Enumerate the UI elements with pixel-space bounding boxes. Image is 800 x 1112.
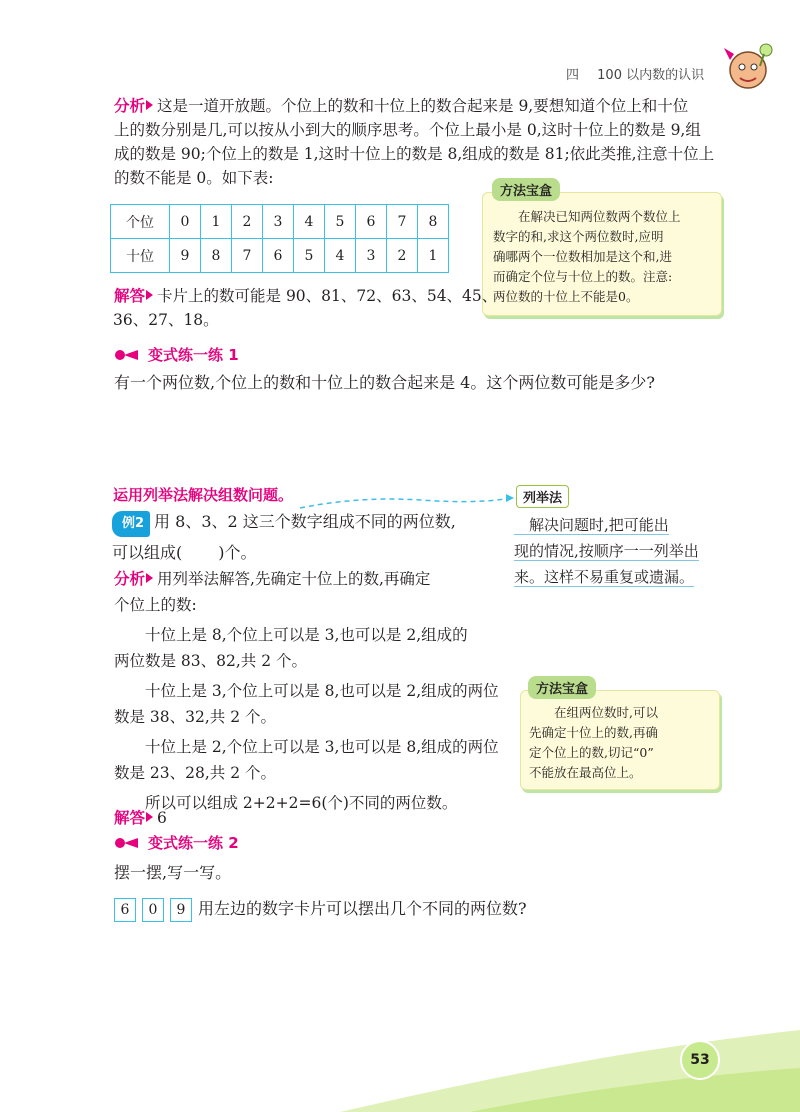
answer-value: 6 — [157, 809, 167, 827]
tip-title: 方法宝盒 — [492, 178, 560, 201]
table-cell: 1 — [201, 205, 232, 239]
table-cell: 8 — [418, 205, 449, 239]
analysis-1 — [114, 94, 714, 190]
tip-line: 确哪两个一位数相加是这个和,进 — [493, 249, 672, 264]
play-arrow-icon — [146, 100, 153, 110]
tip-title: 方法宝盒 — [528, 676, 596, 699]
table-cell: 6 — [263, 239, 294, 273]
practice-title: 变式练一练 2 — [148, 834, 239, 852]
tip-line: 先确定十位上的数,再确 — [529, 725, 658, 740]
analysis-line: 个位上的数: — [114, 596, 197, 614]
tip-body — [482, 192, 722, 316]
chapter-title: 100 以内数的认识 — [597, 68, 705, 83]
analysis-line: 数是 38、32,共 2 个。 — [114, 708, 277, 726]
example-2: 例2 用 8、3、2 这三个数字组成不同的两位数, 可以组成( )个。 — [112, 512, 456, 562]
table-cell: 9 — [170, 239, 201, 273]
table-row — [111, 239, 449, 273]
example-badge: 例2 — [112, 511, 150, 537]
tip-line: 两位数的十位上不能是0。 — [493, 289, 639, 304]
chapter-number: 四 — [566, 68, 580, 83]
answer-text: 36、27、18。 — [113, 311, 219, 329]
practice-icon — [114, 349, 140, 361]
digit-table — [110, 204, 449, 273]
chapter-header — [566, 64, 704, 83]
play-arrow-icon — [146, 290, 153, 300]
table-cell: 8 — [201, 239, 232, 273]
tip-body — [520, 690, 720, 790]
answer-1 — [114, 284, 497, 332]
analysis-line: 十位上是 8,个位上可以是 3,也可以是 2,组成的 — [114, 626, 468, 644]
lieju-line: 解决问题时,把可能出 — [514, 516, 669, 534]
table-row-header: 十位 — [111, 239, 170, 273]
page-number: 53 — [680, 1040, 720, 1080]
table-cell: 1 — [418, 239, 449, 273]
digit-card: 0 — [142, 898, 164, 922]
table-row-header: 个位 — [111, 205, 170, 239]
answer-tag: 解答 — [114, 809, 146, 827]
lieju-line: 现的情况,按顺序一一列举出 — [514, 542, 699, 560]
analysis-line: 所以可以组成 2+2+2=6(个)不同的两位数。 — [114, 794, 458, 812]
mascot-icon — [720, 40, 780, 96]
practice-instruction: 摆一摆,写一写。 — [114, 863, 232, 882]
table-cell: 5 — [325, 205, 356, 239]
table-cell: 4 — [325, 239, 356, 273]
tip-line: 不能放在最高位上。 — [529, 765, 642, 780]
table-cell: 7 — [232, 239, 263, 273]
table-cell: 3 — [263, 205, 294, 239]
play-arrow-icon — [146, 812, 153, 822]
analysis-2: 分析 用列举法解答,先确定十位上的数,再确定 个位上的数: 十位上是 8,个位上可以是 3,也可以是 2,组成的 两位数是 83、82,共 2 个。 十位上是 3,个位上可以是 8,也可以是 2,组成的两位 数是 38、32,共 2 个。 十位上是 2,个位上可以是 3,也可以是 8,组成的两位 数是 23、28,共 2 个。 所以可以组成 2+2+2=6(个)不同的两位数。 — [114, 566, 499, 816]
practice-title: 变式练一练 1 — [148, 346, 239, 364]
analysis-line: 十位上是 3,个位上可以是 8,也可以是 2,组成的两位 — [114, 682, 499, 700]
tip-line: 定个位上的数,切记“0” — [529, 745, 654, 760]
analysis-line: 的数不能是 0。如下表: — [114, 169, 274, 187]
table-cell: 5 — [294, 239, 325, 273]
section-title: 运用列举法解决组数问题。 — [113, 486, 294, 504]
table-cell: 2 — [232, 205, 263, 239]
table-cell: 6 — [356, 205, 387, 239]
digit-card: 9 — [170, 898, 192, 922]
table-row — [111, 205, 449, 239]
tip-box-2 — [520, 676, 720, 790]
table-cell: 4 — [294, 205, 325, 239]
practice-question: 用左边的数字卡片可以摆出几个不同的两位数? — [198, 899, 527, 918]
answer-2 — [114, 806, 167, 830]
table-cell: 7 — [387, 205, 418, 239]
example-question: 用 8、3、2 这三个数字组成不同的两位数, — [154, 512, 456, 531]
tip-line: 而确定个位与十位上的数。注意: — [493, 269, 673, 284]
analysis-line: 分析 这是一道开放题。个位上的数和十位上的数合起来是 9,要想知道个位上和十位 — [114, 97, 689, 115]
lieju-title: 列举法 — [516, 485, 569, 508]
lieju-line: 来。这样不易重复或遗漏。 — [514, 568, 695, 586]
lieju-text — [514, 512, 699, 590]
answer-tag: 解答 — [114, 287, 146, 305]
analysis-line: 上的数分别是几,可以按从小到大的顺序思考。个位上最小是 0,这时十位上的数是 9,组 — [114, 121, 701, 139]
analysis-tag: 分析 — [114, 97, 146, 115]
digit-card: 6 — [114, 898, 136, 922]
practice-icon — [114, 837, 140, 849]
tip-box-1 — [482, 178, 722, 316]
tip-line: 在解决已知两位数两个数位上 — [493, 209, 681, 224]
table-cell: 0 — [170, 205, 201, 239]
tip-line: 数字的和,求这个两位数时,应明 — [493, 229, 664, 244]
table-cell: 3 — [356, 239, 387, 273]
play-arrow-icon — [146, 573, 153, 583]
analysis-tag: 分析 — [114, 570, 146, 588]
practice-question: 有一个两位数,个位上的数和十位上的数合起来是 4。这个两位数可能是多少? — [114, 373, 655, 392]
answer-text: 卡片上的数可能是 90、81、72、63、54、45、 — [157, 287, 498, 305]
analysis-line: 成的数是 90;个位上的数是 1,这时十位上的数是 8,组成的数是 81;依此类推,注意十位上 — [114, 145, 715, 163]
practice-1 — [114, 344, 655, 395]
practice-2 — [114, 832, 527, 922]
analysis-line: 数是 23、28,共 2 个。 — [114, 764, 277, 782]
analysis-line: 十位上是 2,个位上可以是 3,也可以是 8,组成的两位 — [114, 738, 499, 756]
analysis-line: 两位数是 83、82,共 2 个。 — [114, 652, 308, 670]
table-cell: 2 — [387, 239, 418, 273]
tip-line: 在组两位数时,可以 — [529, 705, 658, 720]
